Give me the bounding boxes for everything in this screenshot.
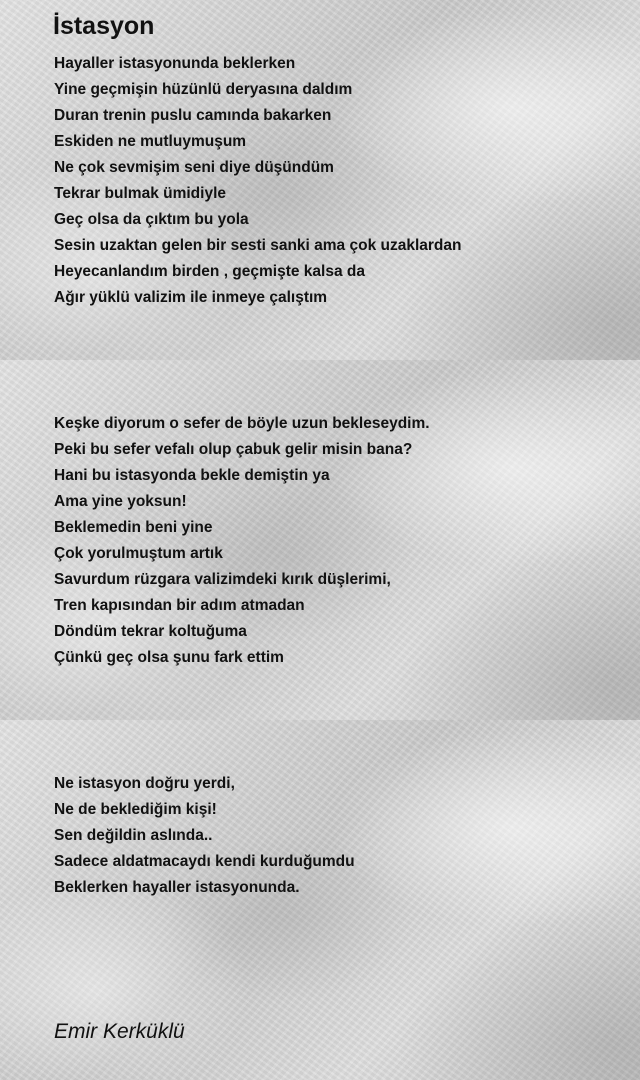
poem-line: Ne istasyon doğru yerdi,: [54, 775, 235, 792]
poem-line: Ne de beklediğim kişi!: [54, 801, 217, 818]
poem-line: Beklemedin beni yine: [54, 519, 213, 536]
poem-line: Ne çok sevmişim seni diye düşündüm: [54, 159, 334, 176]
poem-panel-1: [0, 0, 640, 360]
poem-panel-3: [0, 720, 640, 1080]
poem-line: Yine geçmişin hüzünlü deryasına daldım: [54, 81, 353, 98]
poem-line: Eskiden ne mutluymuşum: [54, 133, 247, 150]
stanza-1: [54, 51, 461, 311]
poem-line: Çok yorulmuştum artık: [54, 545, 223, 562]
poem-line: Geç olsa da çıktım bu yola: [54, 211, 249, 228]
poem-title: İstasyon: [53, 12, 155, 40]
poem-line: Tren kapısından bir adım atmadan: [54, 597, 305, 614]
poem-line: Sadece aldatmacaydı kendi kurduğumdu: [54, 853, 355, 870]
poem-panel-2: [0, 360, 640, 720]
poem-line: Çünkü geç olsa şunu fark ettim: [54, 649, 284, 666]
poem-line: Keşke diyorum o sefer de böyle uzun bekleseydim.: [54, 415, 430, 432]
poem-author: Emir Kerküklü: [54, 1020, 185, 1043]
poem-line: Ama yine yoksun!: [54, 493, 187, 510]
poem-line: Hani bu istasyonda bekle demiştin ya: [54, 467, 330, 484]
poem-line: Beklerken hayaller istasyonunda.: [54, 879, 300, 896]
poem-line: Heyecanlandım birden , geçmişte kalsa da: [54, 263, 365, 280]
poem-line: Sen değildin aslında..: [54, 827, 213, 844]
poem-line: Döndüm tekrar koltuğuma: [54, 623, 247, 640]
poem-line: Duran trenin puslu camında bakarken: [54, 107, 332, 124]
poem-line: Hayaller istasyonunda beklerken: [54, 55, 296, 72]
poem-line: Peki bu sefer vefalı olup çabuk gelir misin bana?: [54, 441, 413, 458]
poem-line: Tekrar bulmak ümidiyle: [54, 185, 226, 202]
poem-line: Sesin uzaktan gelen bir sesti sanki ama çok uzaklardan: [54, 237, 462, 254]
poem-line: Ağır yüklü valizim ile inmeye çalıştım: [54, 289, 328, 306]
stanza-2: [54, 411, 430, 671]
stanza-3: [54, 771, 355, 901]
poem-line: Savurdum rüzgara valizimdeki kırık düşlerimi,: [54, 571, 391, 588]
